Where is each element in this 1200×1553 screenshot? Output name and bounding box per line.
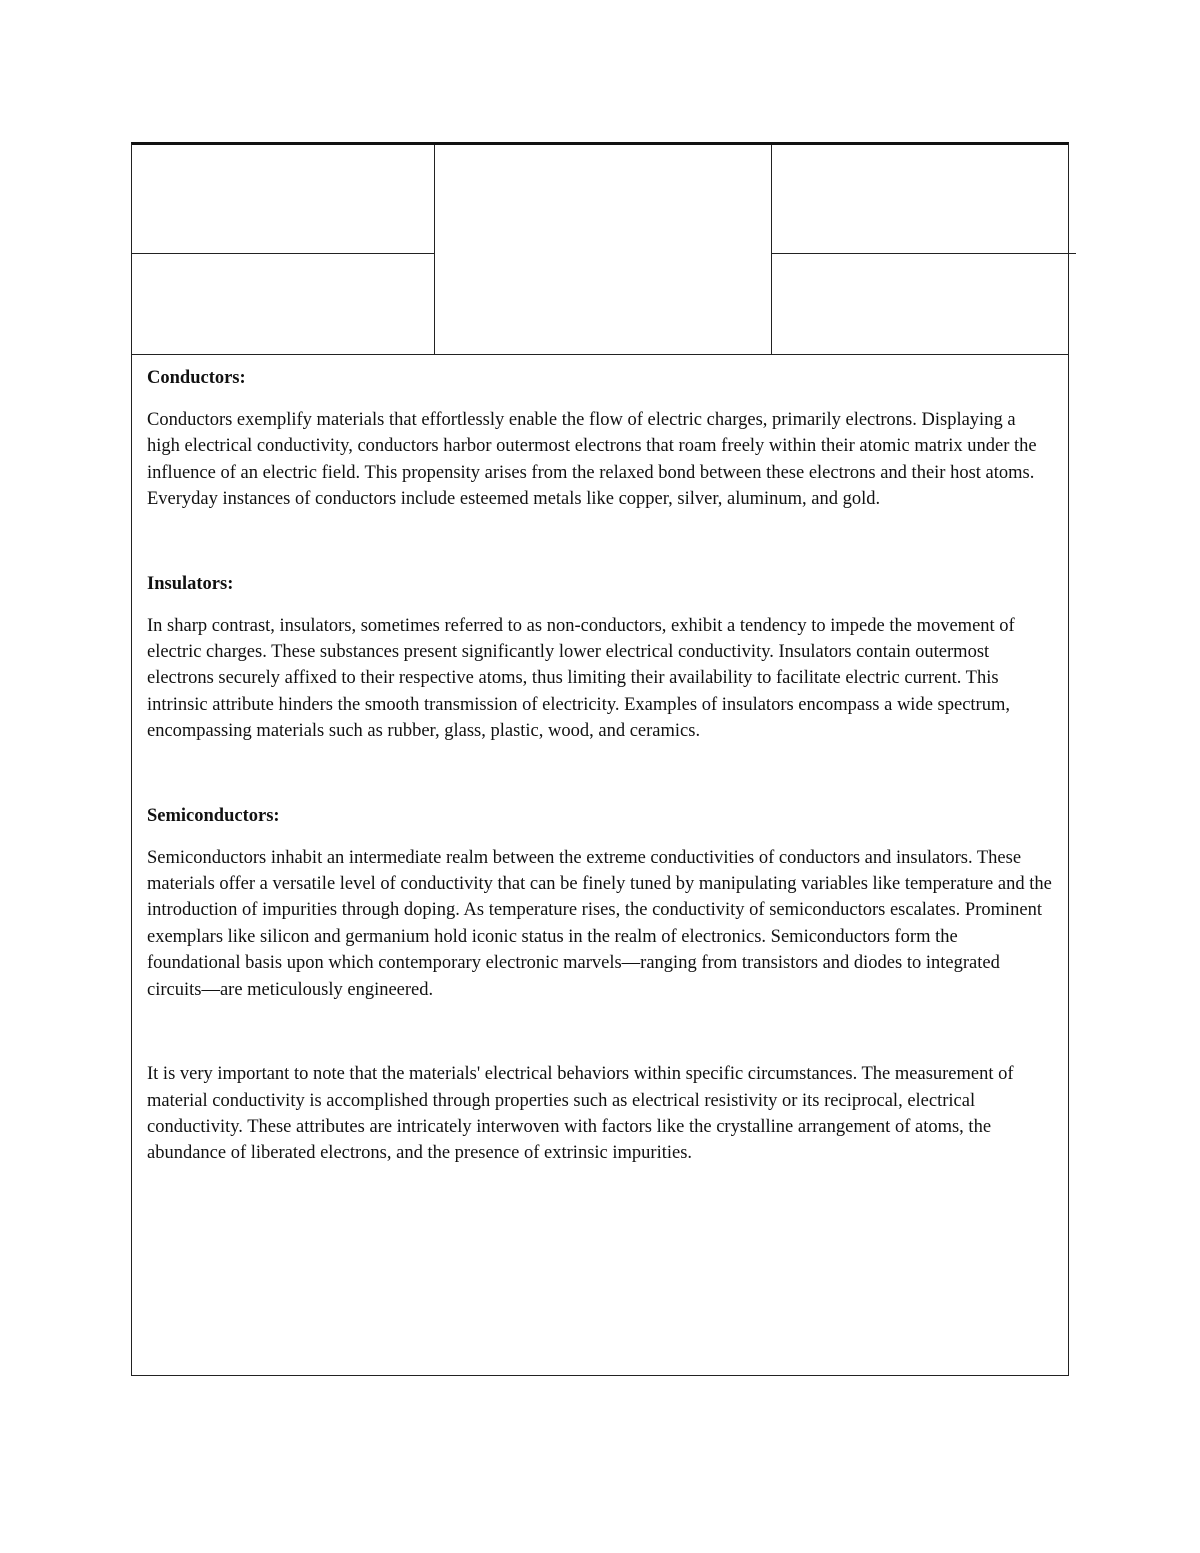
section-conductors xyxy=(147,365,1052,513)
section-paragraph: Semiconductors inhabit an intermediate realm between the extreme conductivities of conductors and insulators. These materials offer a versatile level of conductivity that can be finely tuned by manipulating variables like temperature and the introduction of impurities through doping. As temperature rises, the conductivity of semiconductors escalates. Prominent exemplars like silicon and germanium hold iconic status in the realm of electronics. Semiconductors form the foundational basis upon which contemporary electronic marvels—ranging from transistors and diodes to integrated circuits—are meticulously engineered. xyxy=(147,847,1052,1000)
header-cell-top-left xyxy=(132,145,434,253)
section-paragraph: In sharp contrast, insulators, sometimes referred to as non-conductors, exhibit a tendency to impede the movement of electric charges. These substances present significantly lower electrical conductivity. Insulators contain outermost electrons securely affixed to their respective atoms, thus limiting their availability to facilitate electric current. This intrinsic attribute hinders the smooth transmission of electricity. Examples of insulators encompass a wide spectrum, encompassing materials such as rubber, glass, plastic, wood, and ceramics. xyxy=(147,615,1015,742)
section-heading: Semiconductors: xyxy=(147,805,280,826)
header-table xyxy=(132,145,1068,355)
header-cell-bottom-left xyxy=(132,254,434,354)
section-heading: Insulators: xyxy=(147,573,234,594)
section-paragraph: Conductors exemplify materials that effortlessly enable the flow of electric charges, primarily electrons. Displaying a high electrical conductivity, conductors harbor outermost electrons that roam freely within their atomic matrix under the influence of an electric field. This propensity arises from the relaxed bond between these electrons and their host atoms. Everyday instances of conductors include esteemed metals like copper, silver, aluminum, and gold. xyxy=(147,410,1037,510)
document-body xyxy=(147,365,1052,1167)
closing-paragraph: It is very important to note that the materials' electrical behaviors within specific circumstances. The measurement of material conductivity is accomplished through properties such as electrical resistivity or its reciprocal, electrical conductivity. These attributes are intricately interwoven with factors like the crystalline arrangement of atoms, the abundance of liberated electrons, and the presence of extrinsic impurities. xyxy=(147,1064,1014,1164)
section-heading: Conductors: xyxy=(147,368,246,388)
document-frame xyxy=(131,142,1069,1376)
header-cell-bottom-right xyxy=(772,254,1068,354)
section-insulators xyxy=(147,571,1052,745)
header-cell-top-right xyxy=(772,145,1068,253)
section-semiconductors xyxy=(147,803,1052,1003)
header-cell-center xyxy=(435,145,771,354)
